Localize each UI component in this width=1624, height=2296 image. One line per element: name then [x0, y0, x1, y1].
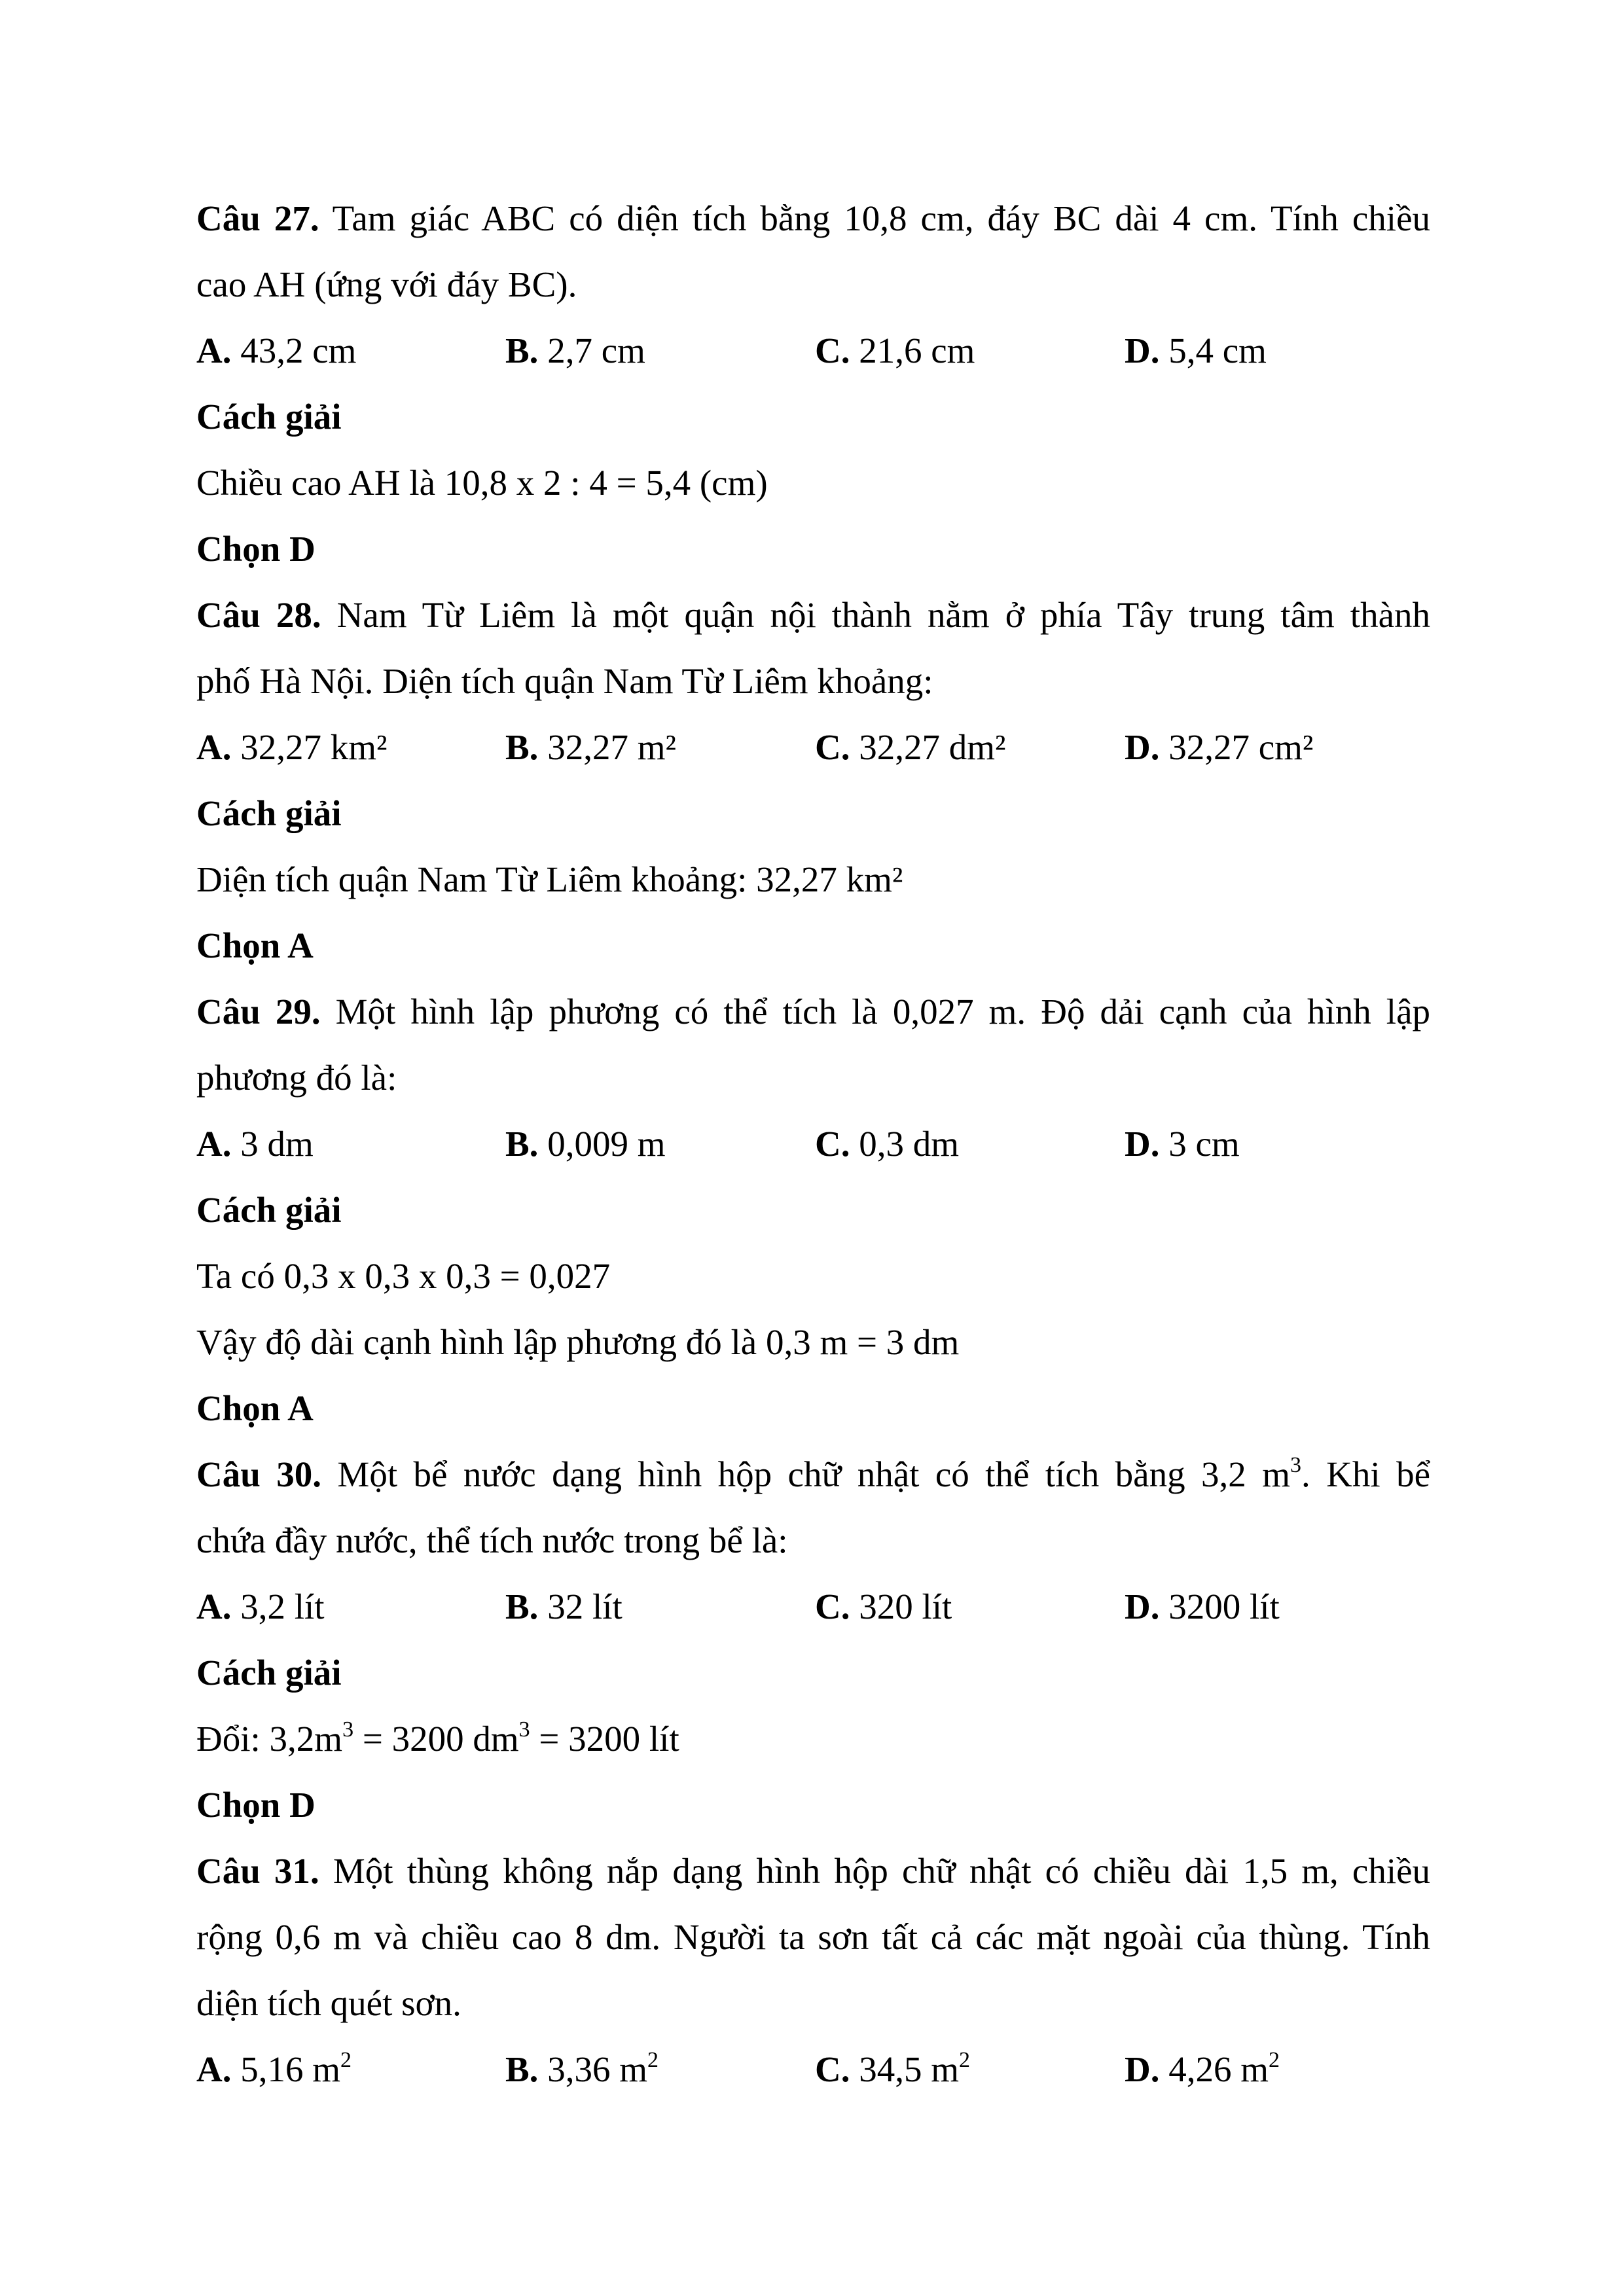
option-d: D. 3 cm: [1125, 1124, 1240, 1164]
option-d: D. 4,26 $m^2$: [1125, 2048, 1280, 2089]
option-c: C. 0,3 dm: [815, 1124, 960, 1164]
question-text: Một bể nước dạng hình hộp chữ nhật có thể tích bằng 3,2 m: [321, 1454, 1290, 1494]
solution-line: Ta có 0,3 x 0,3 x 0,3 = 0,027: [196, 1256, 611, 1296]
question-label: Câu 27.: [196, 198, 319, 238]
option-d: D. 32,27 cm²: [1125, 727, 1314, 767]
question-28-text-cont: phố Hà Nội. Diện tích quận Nam Từ Liêm khoảng:: [196, 661, 933, 701]
question-text: Một thùng không nắp dạng hình hộp chữ nhật có chiều dài 1,5 m, chiều: [319, 1851, 1431, 1891]
answer-choice: Chọn D: [196, 529, 316, 569]
solution-line: Diện tích quận Nam Từ Liêm khoảng: 32,27 km²: [196, 859, 903, 899]
question-27-text-cont: cao AH (ứng với đáy BC).: [196, 264, 577, 304]
answer-choice: Chọn A: [196, 1388, 314, 1428]
question-text: Nam Từ Liêm là một quận nội thành nằm ở phía Tây trung tâm thành: [321, 595, 1431, 635]
question-29-text: [196, 990, 1430, 1033]
question-27-text: [196, 197, 1430, 240]
question-30-text-cont: chứa đầy nước, thể tích nước trong bể là:: [196, 1520, 788, 1560]
option-c: C. 21,6 cm: [815, 331, 975, 370]
question-28-text: [196, 594, 1430, 637]
option-c: C. 34,5 $m^2$: [815, 2048, 971, 2089]
option-a: A. 43,2 cm: [196, 331, 357, 370]
question-30-text: Câu 30. Một bể nước dạng hình hộp chữ nhật có thể tích bằng 3,2 $m^3$. Khi bể: [196, 1453, 1430, 1494]
option-a: A. 5,16 $m^2$: [196, 2048, 352, 2089]
solution-line: Chiều cao AH là 10,8 x 2 : 4 = 5,4 (cm): [196, 463, 768, 503]
solution-heading: Cách giải: [196, 1190, 342, 1230]
solution-heading: Cách giải: [196, 397, 342, 437]
option-d: D. 3200 lít: [1125, 1587, 1280, 1626]
option-b: B. 3,36 $m^2$: [505, 2048, 659, 2089]
option-a: A. 3,2 lít: [196, 1587, 325, 1626]
option-d: D. 5,4 cm: [1125, 331, 1267, 370]
question-label: Câu 31.: [196, 1851, 319, 1891]
solution-heading: Cách giải: [196, 793, 342, 833]
question-text: Một hình lập phương có thể tích là 0,027 m. Độ dải cạnh của hình lập: [320, 992, 1430, 1031]
question-label: Câu 30.: [196, 1454, 321, 1494]
option-a: A. 3 dm: [196, 1124, 314, 1164]
question-31-text-cont: rộng 0,6 m và chiều cao 8 dm. Người ta sơn tất cả các mặt ngoài của thùng. Tính: [196, 1917, 1430, 1957]
question-text: Tam giác ABC có diện tích bằng 10,8 cm, đáy BC dài 4 cm. Tính chiều: [319, 198, 1430, 238]
solution-heading: Cách giải: [196, 1653, 342, 1693]
question-label: Câu 28.: [196, 595, 321, 635]
question-31-text: [196, 1850, 1430, 1893]
option-c: C. 32,27 dm²: [815, 727, 1006, 767]
question-31-text-cont: diện tích quét sơn.: [196, 1983, 461, 2023]
answer-choice: Chọn A: [196, 925, 314, 965]
option-c: C. 320 lít: [815, 1587, 952, 1626]
solution-line: Vậy độ dài cạnh hình lập phương đó là 0,3 m = 3 dm: [196, 1322, 960, 1362]
question-label: Câu 29.: [196, 992, 321, 1031]
solution-line: Đổi: $3,2m^3 = 3200$ $dm^3 = 3200$ lít: [196, 1717, 679, 1759]
answer-choice: Chọn D: [196, 1785, 316, 1825]
option-b: B. 32 lít: [505, 1587, 623, 1626]
option-b: B. 0,009 m: [505, 1124, 666, 1164]
option-a: A. 32,27 km²: [196, 727, 388, 767]
option-b: B. 32,27 m²: [505, 727, 676, 767]
question-29-text-cont: phương đó là:: [196, 1058, 397, 1098]
option-b: B. 2,7 cm: [505, 331, 645, 370]
